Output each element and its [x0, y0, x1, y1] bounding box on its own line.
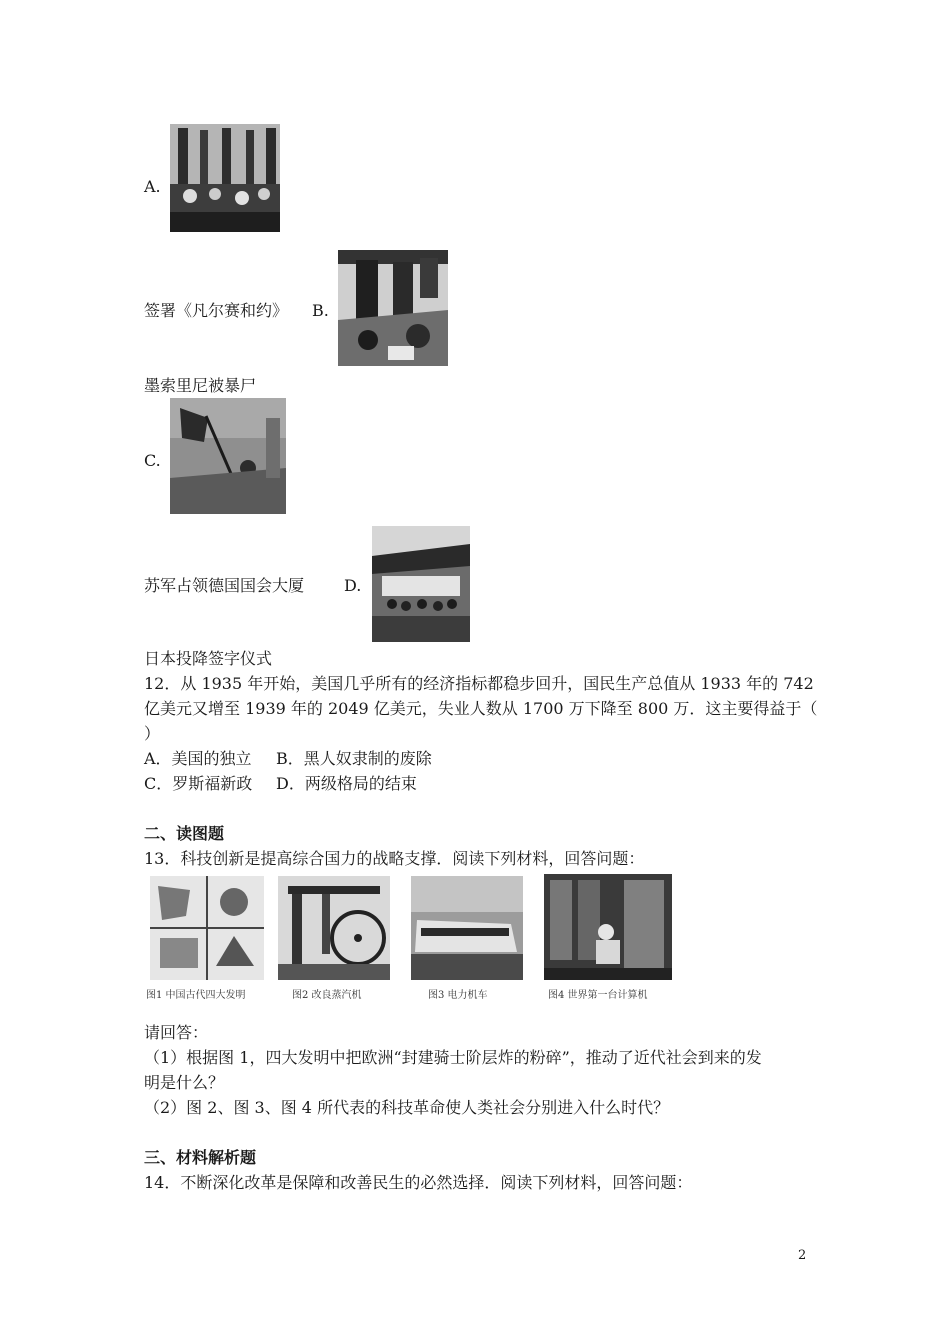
first-computer-figure	[544, 874, 672, 980]
electric-locomotive-figure	[411, 876, 523, 980]
four-inventions-figure	[150, 876, 264, 980]
option-a-label: A.	[144, 177, 161, 196]
q12-option-a: A．美国的独立	[144, 749, 252, 768]
q12-line3: ）	[144, 724, 161, 743]
option-d-label: D.	[344, 576, 362, 595]
figure-strip	[144, 872, 680, 1002]
section2-heading: 二、读图题	[144, 824, 225, 843]
figure4-caption: 图4 世界第一台计算机	[548, 990, 648, 1001]
option-c-label: C.	[144, 451, 161, 470]
q13-sub2: （2）图 2、图 3、图 4 所代表的科技革命使人类社会分别进入什么时代？	[144, 1098, 670, 1117]
reichstag-flag-photo	[170, 398, 286, 514]
q13-sub1-line2: 明是什么？	[144, 1073, 225, 1092]
versailles-treaty-photo	[170, 124, 280, 232]
q13-stem: 13．科技创新是提高综合国力的战略支撑．阅读下列材料，回答问题：	[144, 849, 645, 868]
mussolini-photo	[338, 250, 448, 366]
option-d-caption: 日本投降签字仪式	[144, 649, 273, 668]
option-b-caption: 墨索里尼被暴尸	[144, 376, 257, 395]
section3-heading: 三、材料解析题	[144, 1148, 257, 1167]
q12-option-c: C．罗斯福新政	[144, 774, 253, 793]
q12-option-b: B．黑人奴隶制的废除	[276, 749, 432, 768]
page-number: 2	[798, 1248, 807, 1263]
q14-stem: 14．不断深化改革是保障和改善民生的必然选择．阅读下列材料，回答问题：	[144, 1173, 693, 1192]
steam-engine-figure	[278, 876, 390, 980]
option-b-label: B.	[312, 301, 329, 320]
q12-line1: 12．从 1935 年开始，美国几乎所有的经济指标都稳步回升，国民生产总值从 1933 年的 742	[144, 674, 814, 693]
option-a-caption: 签署《凡尔赛和约》	[144, 301, 289, 320]
q12-option-d: D．两级格局的结束	[276, 774, 417, 793]
q12-line2: 亿美元又增至 1939 年的 2049 亿美元，失业人数从 1700 万下降至 800 万．这主要得益于（	[144, 699, 818, 718]
figure3-caption: 图3 电力机车	[428, 990, 488, 1001]
q13-sub1-line1: （1）根据图 1，四大发明中把欧洲“封建骑士阶层炸的粉碎”，推动了近代社会到来的发	[144, 1048, 762, 1067]
figure2-caption: 图2 改良蒸汽机	[292, 990, 362, 1001]
option-c-caption: 苏军占领德国国会大厦	[144, 576, 305, 595]
japan-surrender-photo	[372, 526, 470, 642]
answer-prompt: 请回答：	[144, 1023, 209, 1042]
figure1-caption: 图1 中国古代四大发明	[146, 990, 246, 1001]
